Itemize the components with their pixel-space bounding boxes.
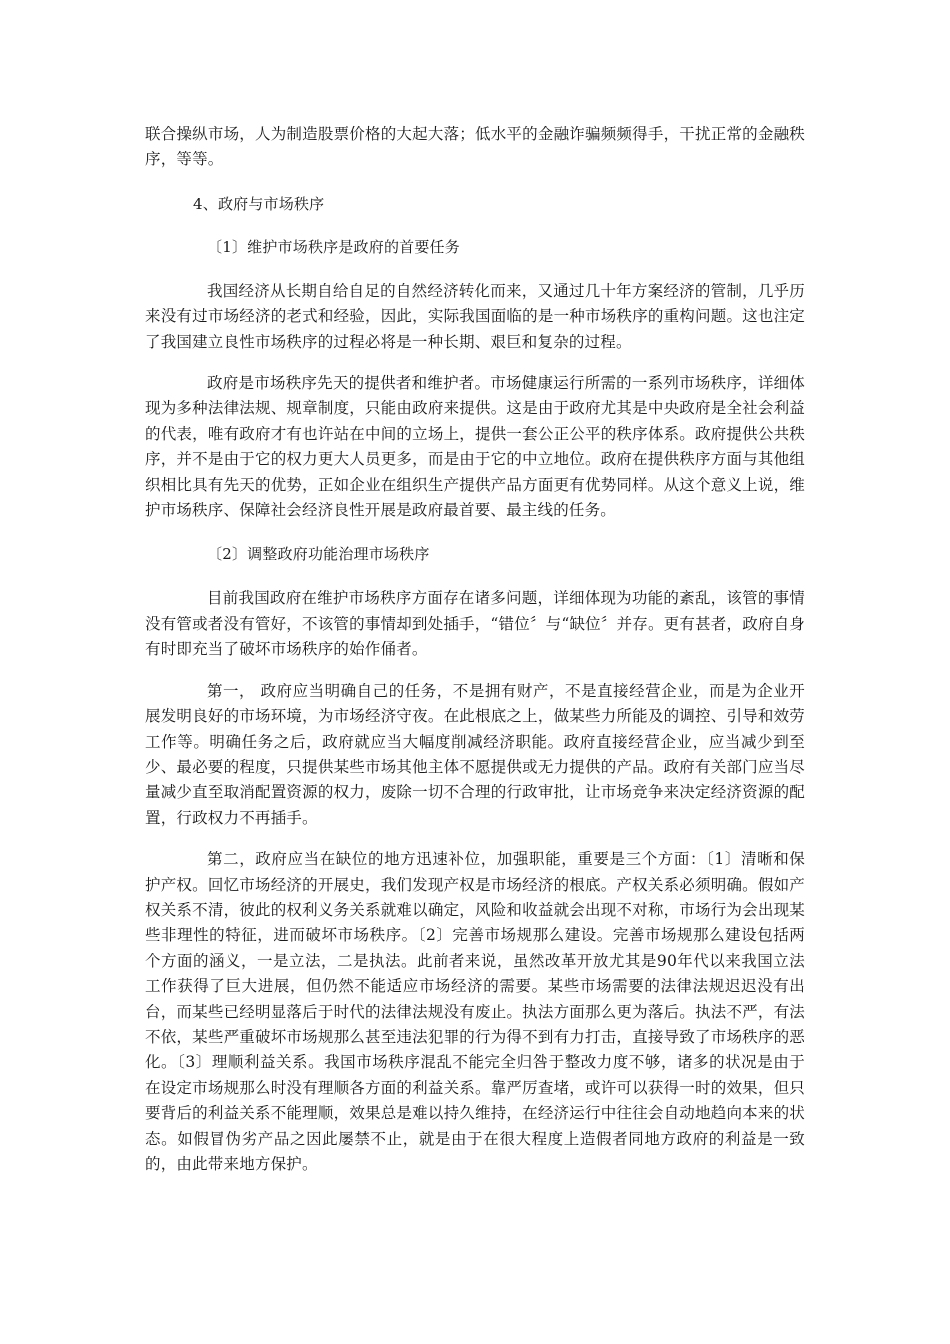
paragraph-sub2-3: 第二，政府应当在缺位的地方迅速补位，加强职能，重要是三个方面：〔1〕清晰和保护产权。回忆市场经济的开展史，我们发现产权是市场经济的根底。产权关系必须明确。假如产权关系不清，彼此的权利义务关系就难以确定，风险和收益就会出现不对称，市场行为会出现某些非理性的特征，进而破坏市场秩序。〔2〕完善市场规那么建设。完善市场规那么建设包括两个方面的涵义，一是立法，二是执法。此前者来说，虽然改革开放尤其是90年代以来我国立法工作获得了巨大进展，但仍然不能适应市场经济的需要。某些市场需要的法律法规迟迟没有出台，而某些已经明显落后于时代的法律法规没有废止。执法方面那么更为落后。执法不严，有法不依，某些严重破坏市场规那么甚至违法犯罪的行为得不到有力打击，直接导致了市场秩序的恶化。〔3〕理顺利益关系。我国市场秩序混乱不能完全归咎于整改力度不够，诸多的状况是由于在设定市场规那么时没有理顺各方面的利益关系。靠严厉查堵，或许可以获得一时的效果，但只要背后的利益关系不能理顺，效果总是难以持久维持，在经济运行中往往会自动地趋向本来的状态。如假冒伪劣产品之因此屡禁不止，就是由于在很大程度上造假者同地方政府的利益是一致的，由此带来地方保护。 (145, 850, 805, 1173)
paragraph-sub2-2: 第一， 政府应当明确自己的任务，不是拥有财产，不是直接经营企业，而是为企业开展发明良好的市场环境，为市场经济守夜。在此根底之上，做某些力所能及的调控、引导和效劳工作等。明确任务之后，政府就应当大幅度削减经济职能。政府直接经营企业，应当减少到至少、最必要的程度，只提供某些市场其他主体不愿提供或无力提供的产品。政府有关部门应当尽量减少直至取消配置资源的权力，废除一切不合理的行政审批，让市场竞争来决定经济资源的配置，行政权力不再插手。 (145, 681, 805, 827)
paragraph-sub1-1: 我国经济从长期自给自足的自然经济转化而来，又通过几十年方案经济的管制，几乎历来没有过市场经济的老式和经验，因此，实际我国面临的是一种市场秩序的重构问题。这也注定了我国建立良性市场秩序的过程必将是一种长期、艰巨和复杂的过程。 (145, 281, 805, 351)
subsection-1-heading: 〔1〕维护市场秩序是政府的首要任务 (207, 237, 460, 256)
subsection-2-heading: 〔2〕调整政府功能治理市场秩序 (207, 545, 430, 564)
document-page (145, 122, 805, 1177)
paragraph-sub1-2: 政府是市场秩序先天的提供者和维护者。市场健康运行所需的一系列市场秩序，详细体现为多种法律法规、规章制度，只能由政府来提供。这是由于政府尤其是中央政府是全社会利益的代表，唯有政府才有也许站在中间的立场上，提供一套公正公平的秩序体系。政府提供公共秩序，并不是由于它的权力更大人员更多，而是由于它的中立地位。政府在提供秩序方面与其他组织相比具有先天的优势，正如企业在组织生产提供产品方面更有优势同样。从这个意义上说，维护市场秩序、保障社会经济良性开展是政府最首要、最主线的任务。 (145, 374, 805, 520)
paragraph-intro-continuation: 联合操纵市场，人为制造股票价格的大起大落；低水平的金融诈骗频频得手，干扰正常的金融秩序，等等。 (145, 125, 805, 169)
section-4-heading: 4、政府与市场秩序 (193, 194, 325, 213)
paragraph-sub2-1: 目前我国政府在维护市场秩序方面存在诸多问题，详细体现为功能的紊乱，该管的事情没有管或者没有管好，不该管的事情却到处插手，“错位〞与“缺位〞并存。更有甚者，政府自身有时即充当了破坏市场秩序的始作俑者。 (145, 589, 805, 659)
